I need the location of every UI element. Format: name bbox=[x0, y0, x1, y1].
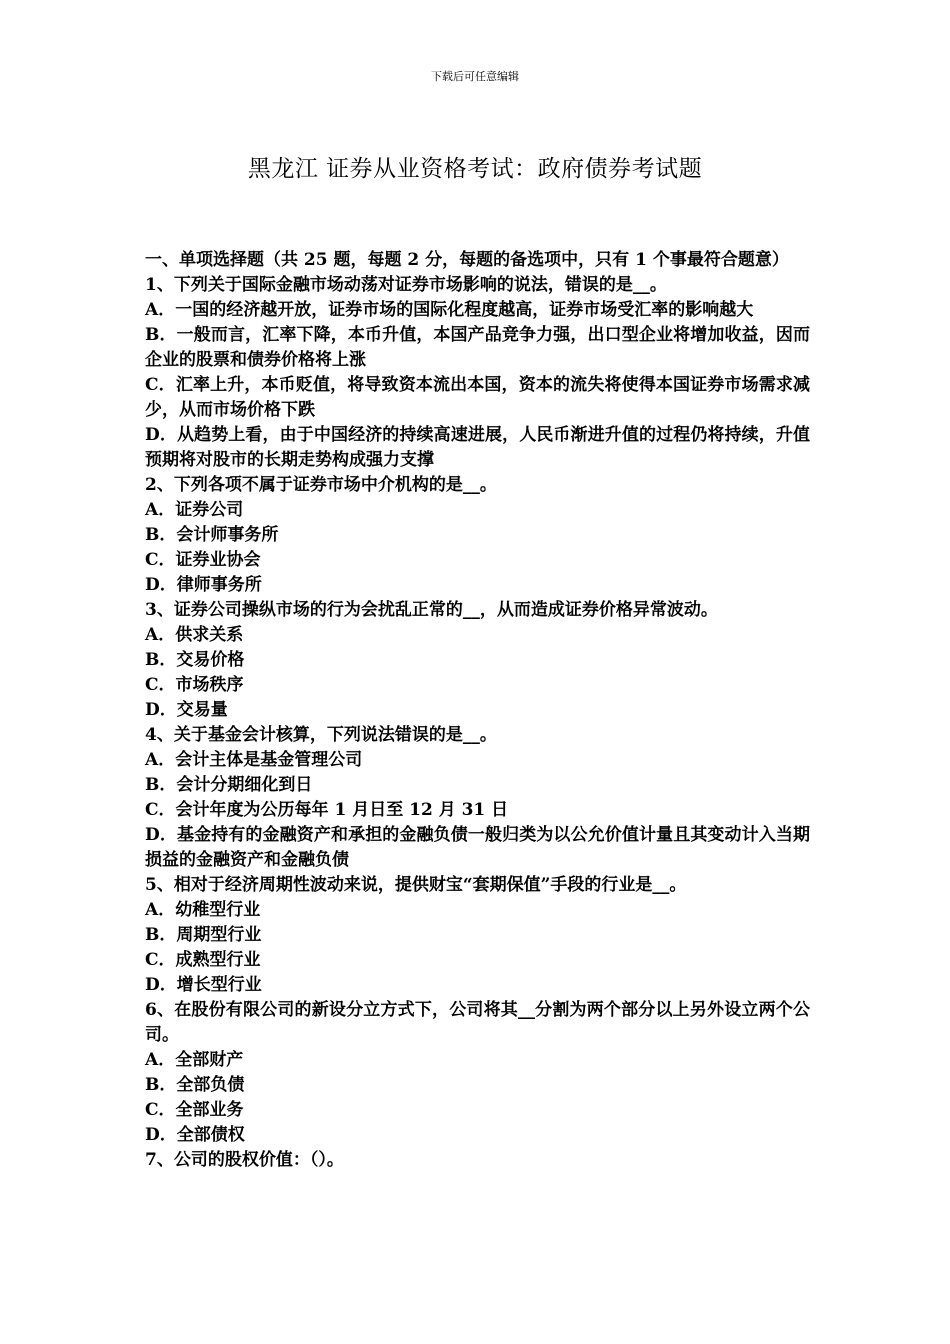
question-option: C．会计年度为公历每年 1 月日至 12 月 31 日 bbox=[145, 800, 509, 820]
question-option: A．一国的经济越开放，证券市场的国际化程度越高，证券市场受汇率的影响越大 bbox=[145, 300, 754, 320]
question-option: A．幼稚型行业 bbox=[145, 900, 261, 920]
question-option: B．周期型行业 bbox=[145, 925, 262, 945]
question-stem: 7、公司的股权价值：（）。 bbox=[145, 1150, 344, 1170]
question-option: B．全部负债 bbox=[145, 1075, 245, 1095]
question-option: C．成熟型行业 bbox=[145, 950, 261, 970]
section-heading: 一、单项选择题（共 25 题，每题 2 分，每题的备选项中，只有 1 个事最符合题意） bbox=[145, 250, 789, 270]
question-option: C．市场秩序 bbox=[145, 675, 244, 695]
question-content bbox=[145, 248, 810, 1173]
question-stem: 6、在股份有限公司的新设分立方式下，公司将其__分割为两个部分以上另外设立两个公司。 bbox=[145, 1000, 810, 1045]
question-stem: 4、关于基金会计核算，下列说法错误的是__。 bbox=[145, 725, 497, 745]
question-option: D．交易量 bbox=[145, 700, 228, 720]
question-option: D．基金持有的金融资产和承担的金融负债一般归类为以公允价值计量且其变动计入当期损益的金融资产和金融负债 bbox=[145, 825, 810, 870]
header-note: 下载后可任意编辑 bbox=[431, 70, 519, 83]
question-option: D．增长型行业 bbox=[145, 975, 262, 995]
question-option: A．会计主体是基金管理公司 bbox=[145, 750, 363, 770]
question-option: C．全部业务 bbox=[145, 1100, 244, 1120]
question-option: B．会计师事务所 bbox=[145, 525, 279, 545]
question-option: B．一般而言，汇率下降，本币升值，本国产品竞争力强，出口型企业将增加收益，因而企业的股票和债券价格将上涨 bbox=[145, 325, 810, 370]
question-stem: 5、相对于经济周期性波动来说，提供财宝“套期保值”手段的行业是__。 bbox=[145, 875, 687, 895]
question-option: D．从趋势上看，由于中国经济的持续高速进展，人民币渐进升值的过程仍将持续，升值预期将对股市的长期走势构成强力支撑 bbox=[145, 425, 810, 470]
document-title: 黑龙江 证券从业资格考试：政府债券考试题 bbox=[247, 156, 703, 182]
question-option: A．全部财产 bbox=[145, 1050, 244, 1070]
question-option: D．律师事务所 bbox=[145, 575, 262, 595]
question-option: A．供求关系 bbox=[145, 625, 244, 645]
question-option: C．证券业协会 bbox=[145, 550, 261, 570]
question-option: B．会计分期细化到日 bbox=[145, 775, 313, 795]
question-stem: 1、下列关于国际金融市场动荡对证券市场影响的说法，错误的是__。 bbox=[145, 275, 667, 295]
question-stem: 3、证券公司操纵市场的行为会扰乱正常的__，从而造成证券价格异常波动。 bbox=[145, 600, 718, 620]
question-option: A．证券公司 bbox=[145, 500, 244, 520]
question-option: B．交易价格 bbox=[145, 650, 245, 670]
question-stem: 2、下列各项不属于证券市场中介机构的是__。 bbox=[145, 475, 497, 495]
question-option: D．全部债权 bbox=[145, 1125, 245, 1145]
question-option: C．汇率上升，本币贬值，将导致资本流出本国，资本的流失将使得本国证券市场需求减少，从而市场价格下跌 bbox=[145, 375, 810, 420]
